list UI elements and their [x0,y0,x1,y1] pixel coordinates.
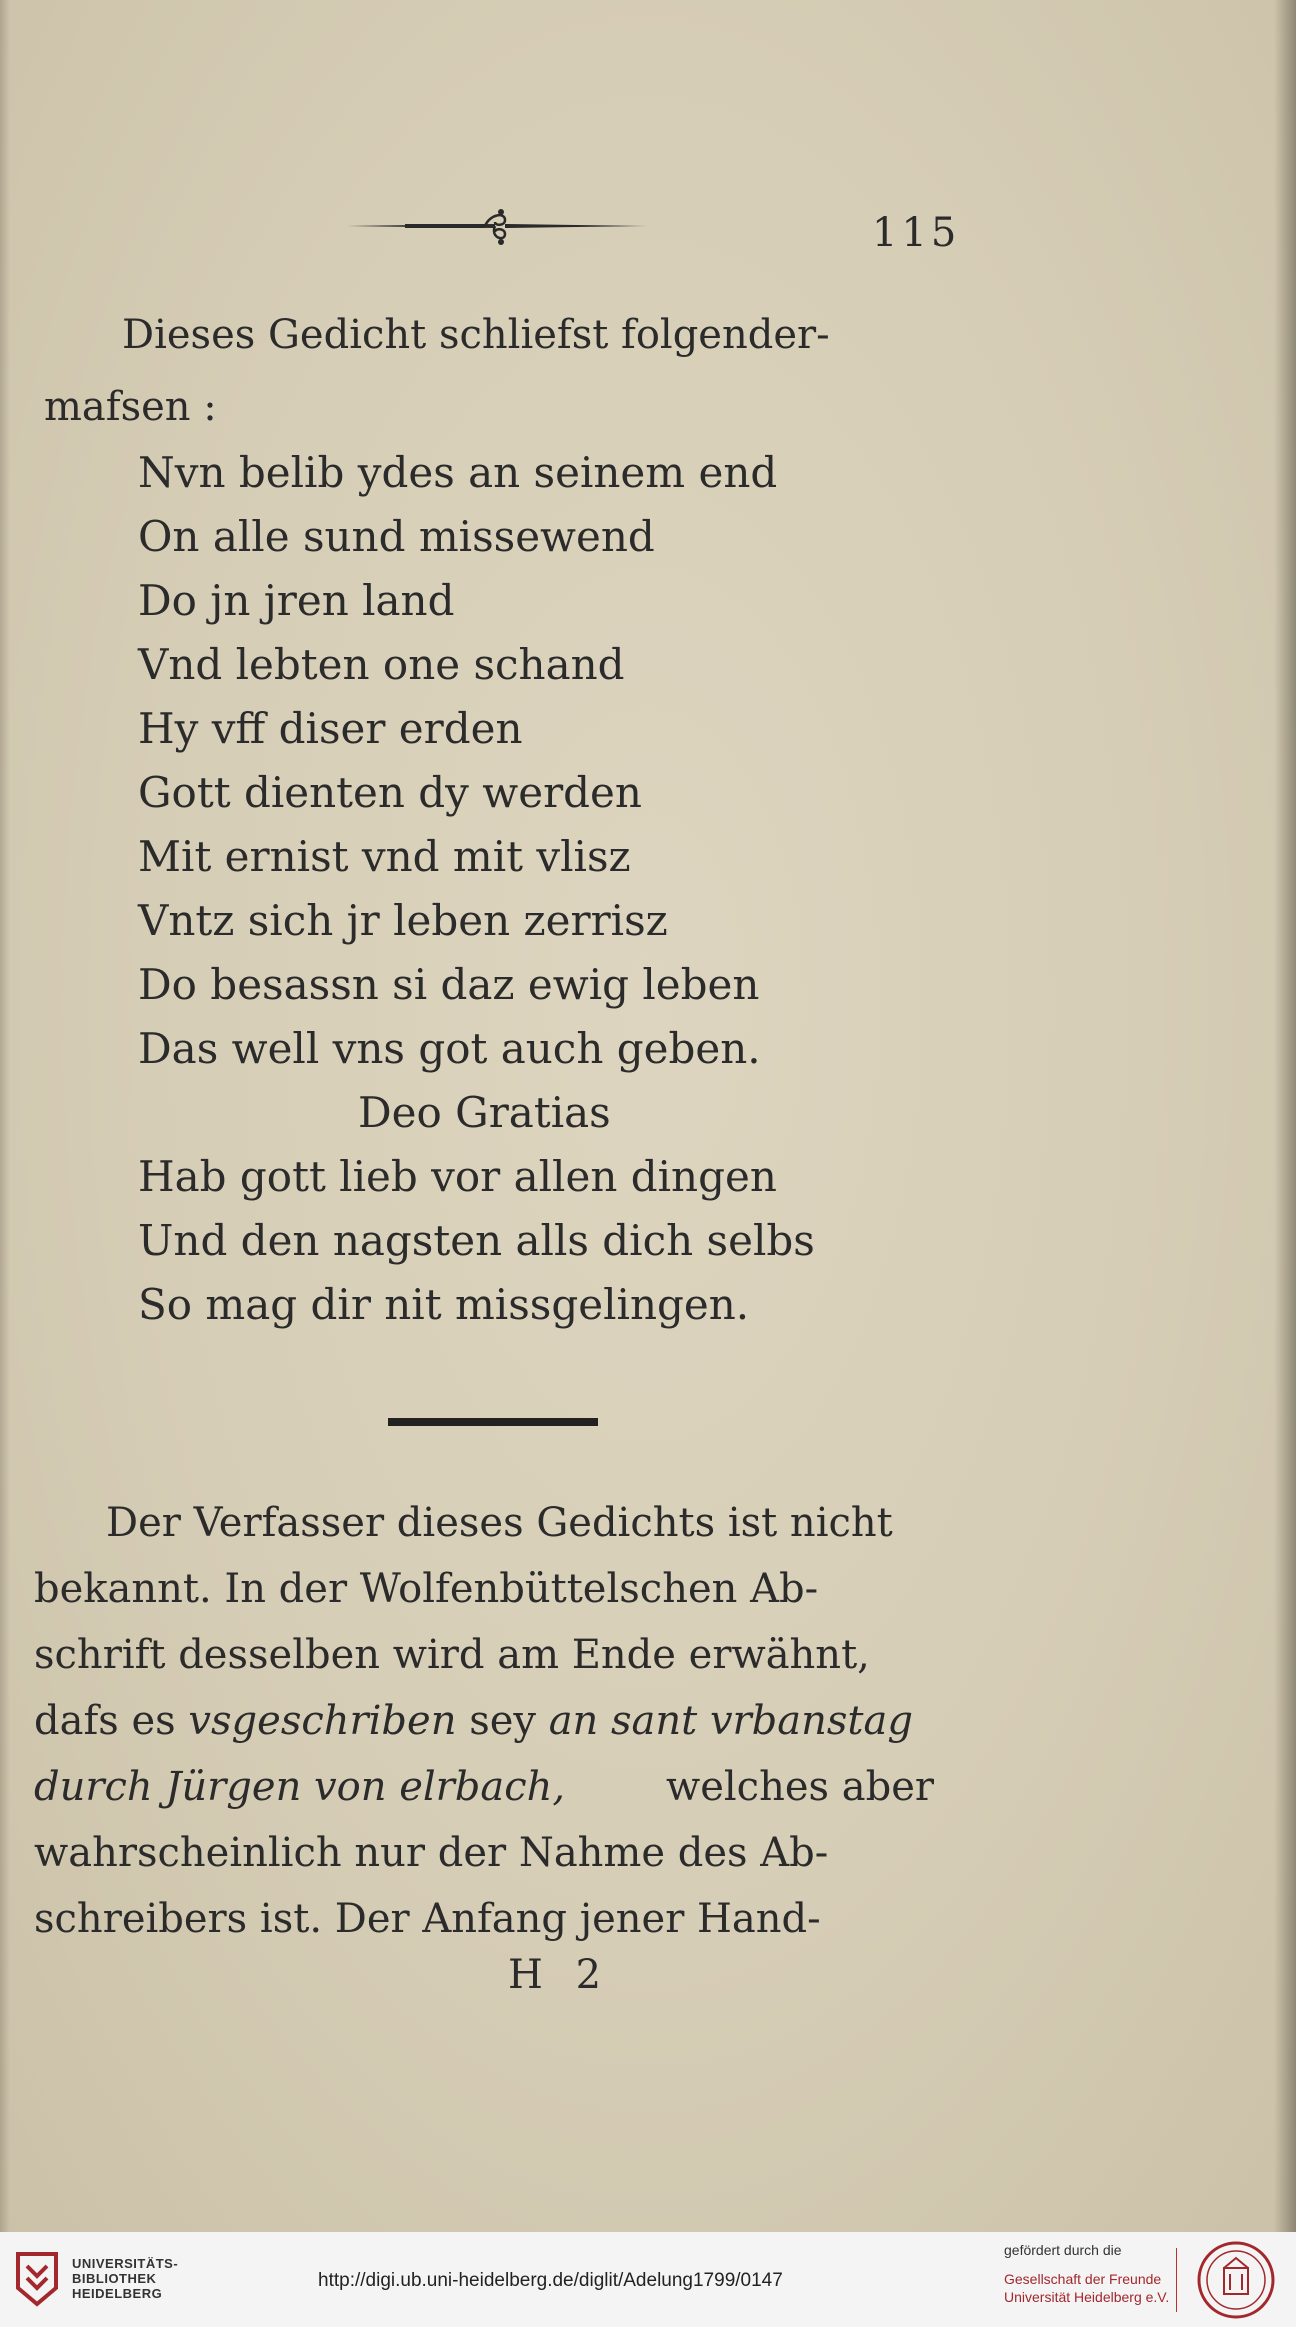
page-edge-shadow-right [1274,0,1296,2232]
poem-line: Mit ernist vnd mit vlisz [138,832,631,881]
paragraph-italic-text: vsgeschriben [188,1698,457,1744]
section-rule [388,1418,598,1426]
poem-line: Nvn belib ydes an seinem end [138,448,778,497]
poem-line: Hab gott lieb vor allen dingen [138,1152,777,1201]
paragraph-italic-text: an sant vrbanstag [548,1698,913,1744]
page-edge-shadow-left [0,0,10,2232]
paragraph-line: Der Verfasser dieses Gedichts ist nicht [106,1500,893,1546]
paragraph-line: schreibers ist. Der Anfang jener Hand- [34,1896,821,1942]
library-name-line: UNIVERSITÄTS- [72,2256,179,2271]
poem-line: Und den nagsten alls dich selbs [138,1216,815,1265]
intro-line: mafsen : [44,384,217,430]
paragraph-line [34,1688,934,1754]
poem-heading-deo-gratias: Deo Gratias [358,1088,611,1137]
poem-line: So mag dir nit missgelingen. [138,1280,750,1329]
poem-line: Vnd lebten one schand [138,640,625,689]
paragraph-text: dafs es [34,1698,176,1744]
poem-line: Vntz sich jr leben zerrisz [138,896,668,945]
paragraph-line [34,1754,934,1820]
paragraph-line: schrift desselben wird am Ende erwähnt, [34,1632,870,1678]
university-seal-icon [1196,2240,1276,2320]
library-name-line: HEIDELBERG [72,2286,163,2301]
sponsor-label: gefördert durch die [1004,2242,1122,2258]
intro-line: Dieses Gedicht schliefst folgender- [122,312,830,358]
paragraph-text: sey [469,1698,536,1744]
permalink[interactable]: http://digi.ub.uni-heidelberg.de/diglit/Adelung1799/0147 [318,2270,783,2291]
poem-line: Hy vff diser erden [138,704,523,753]
university-library-logo-icon [12,2248,62,2310]
paragraph-text: welches aber [665,1764,934,1810]
paragraph-line: wahrscheinlich nur der Nahme des Ab- [34,1830,829,1876]
printer-signature: H 2 [508,1952,612,1998]
sponsor-name-line: Gesellschaft der Freunde [1004,2271,1162,2287]
sponsor-name-line: Universität Heidelberg e.V. [1004,2289,1170,2305]
commentary-paragraph [34,1490,934,1952]
ornament-divider-icon [345,200,650,252]
footer-divider [1176,2248,1177,2312]
poem [138,441,898,1337]
paragraph-line: bekannt. In der Wolfenbüttelschen Ab- [34,1566,819,1612]
poem-line: Gott dienten dy werden [138,768,642,817]
sponsor-name [1004,2270,1169,2306]
poem-line: Do besassn si daz ewig leben [138,960,760,1009]
poem-line: On alle sund missewend [138,512,655,561]
library-name-line: BIBLIOTHEK [72,2271,157,2286]
library-name [72,2256,178,2301]
paragraph-italic-text: durch Jürgen von elrbach, [34,1764,566,1810]
page-number: 115 [872,210,961,256]
poem-line: Do jn jren land [138,576,455,625]
poem-line: Das well vns got auch geben. [138,1024,761,1073]
viewer-footer [0,2232,1296,2327]
